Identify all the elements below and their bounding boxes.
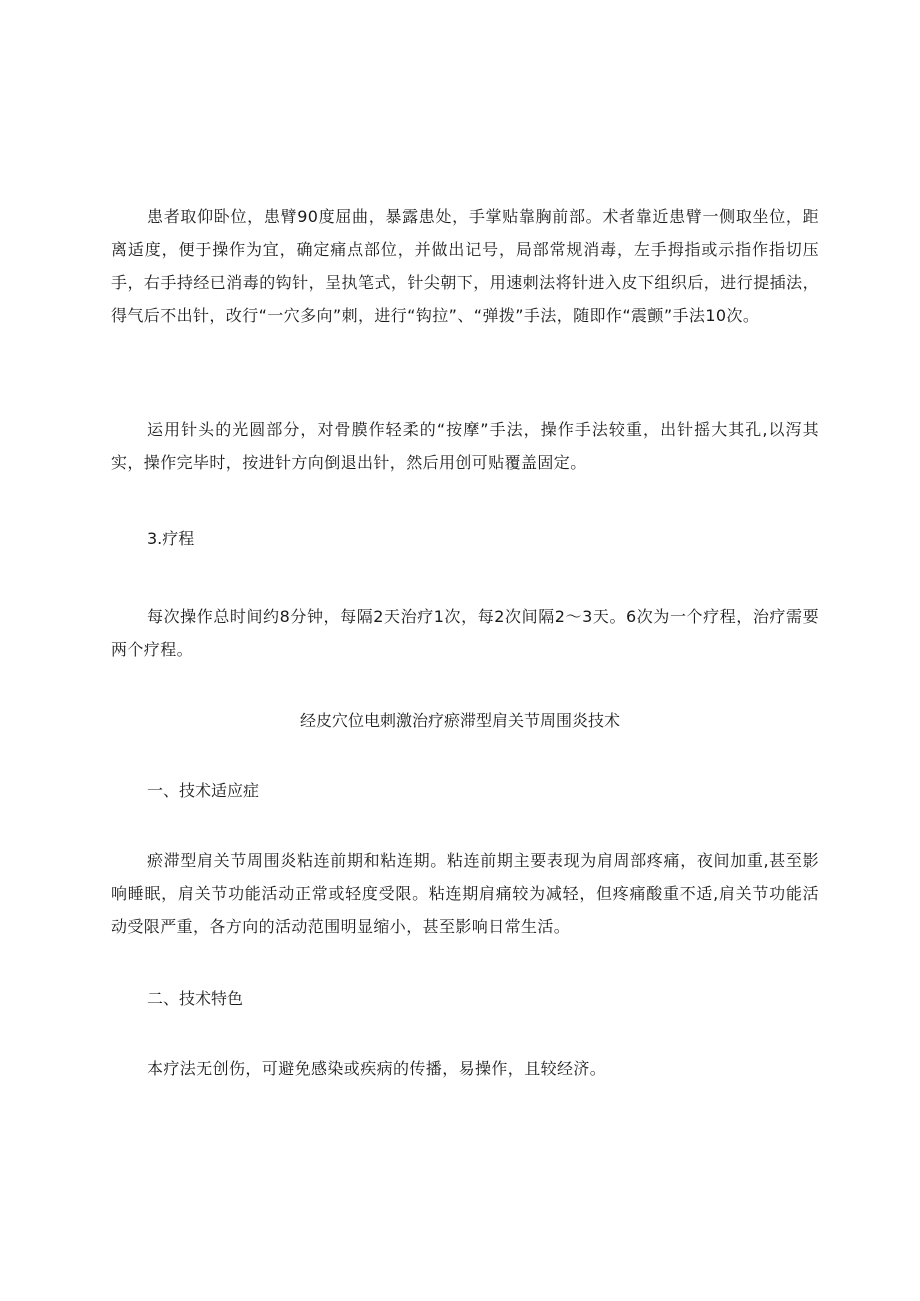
paragraph-massage: 运用针头的光圆部分，对骨膜作轻柔的“按摩”手法，操作手法较重，出针摇大其孔,以泻其实，操作完毕时，按进针方向倒退出针，然后用创可贴覆盖固定。 xyxy=(111,420,819,472)
paragraph-course: 每次操作总时间约8分钟，每隔2天治疗1次，每2次间隔2～3天。6次为一个疗程，治疗需要两个疗程。 xyxy=(111,607,819,659)
section-title: 经皮穴位电刺激治疗瘀滞型肩关节周围炎技术 xyxy=(299,711,620,730)
heading-features: 二、技术特色 xyxy=(147,989,244,1008)
heading-indications: 一、技术适应症 xyxy=(147,781,260,800)
paragraph-indications: 瘀滞型肩关节周围炎粘连前期和粘连期。粘连前期主要表现为肩周部疼痛，夜间加重,甚至影响睡眠，肩关节功能活动正常或轻度受限。粘连期肩痛较为减轻，但疼痛酸重不适,肩关节功能活动受限严重，各方向的活动范围明显缩小，甚至影响日常生活。 xyxy=(111,851,819,936)
paragraph-procedure: 患者取仰卧位，患臂90度屈曲，暴露患处，手掌贴靠胸前部。术者靠近患臂一侧取坐位，距离适度，便于操作为宜，确定痛点部位，并做出记号，局部常规消毒，左手拇指或示指作指切压手，右手持经已消毒的钩针，呈执笔式，针尖朝下，用速刺法将针进入皮下组织后，进行提插法，得气后不出针，改行“一穴多向”刺，进行“钩拉”、“弹拨”手法，随即作“震颤”手法10次。 xyxy=(111,207,819,325)
heading-course: 3.疗程 xyxy=(147,529,195,548)
paragraph-features: 本疗法无创伤，可避免感染或疾病的传播，易操作，且较经济。 xyxy=(147,1059,607,1078)
